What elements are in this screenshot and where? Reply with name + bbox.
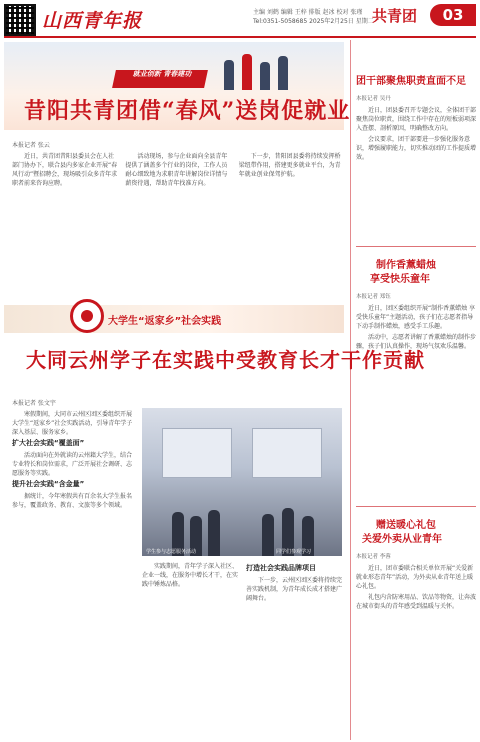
banner-ribbon-text: 就业创新 青春建功: [132, 70, 192, 78]
right-byline-1: 本报记者 吴丹: [356, 96, 391, 102]
article2-subhead: 扩大社会实践“覆盖面”: [12, 439, 85, 447]
banner-figures: [214, 50, 314, 90]
right-body-2: [356, 304, 476, 502]
paragraph: 下一步，昔阳团县委将持续发挥桥梁纽带作用，搭建更多就业平台，为青年就业创业保驾护航。: [238, 153, 341, 178]
paragraph: 近日，团市委联合相关单位开展“关爱新就业形态青年”活动，为外卖从业青年送上暖心礼包。: [356, 565, 474, 590]
figure-silhouette: [260, 62, 270, 90]
article2-right-body: [142, 562, 342, 736]
paragraph: 下一步，云州区团区委将持续完善实践机制，为青年成长成才搭建广阔舞台。: [246, 577, 342, 602]
photo-caption: 学生参与志愿服务活动: [146, 549, 197, 555]
photo-caption: 同学们参观学习: [276, 549, 312, 555]
masthead-meta: [253, 8, 374, 26]
masthead-rule: [4, 36, 476, 38]
article1-headline[interactable]: 昔阳共青团借“春风”送岗促就业: [24, 98, 351, 124]
paragraph: 寒假期间，大同市云州区团区委组织开展大学生“返家乡”社会实践活动，引导青年学子深入基层、服务家乡。: [12, 411, 133, 436]
article2-col: [142, 562, 238, 736]
article2-subhead: 打造社会实践品牌项目: [246, 564, 316, 572]
paragraph: 礼包内含防寒用品、饮品等物资，让奔波在城市街头的青年感受到温暖与关怀。: [356, 594, 476, 610]
article2-col: [12, 410, 134, 736]
article2-kicker: 大学生“返家乡”社会实践: [108, 316, 222, 327]
article1-col: [239, 152, 344, 302]
right-headline-3a[interactable]: 赠送暖心礼包: [376, 520, 436, 531]
emblem-icon: [70, 299, 104, 333]
issue-date: Tel:0351-5058685 2025年2月25日 星期二: [253, 18, 374, 25]
article2-headline[interactable]: 大同云州学子在实践中受教育长才干作贡献: [26, 348, 425, 372]
right-body-3: [356, 564, 476, 736]
article2-subhead: 提升社会实践“含金量”: [12, 480, 85, 488]
paragraph: 近日，团县委召开专题会议，全体团干部聚焦岗位职责，围绕工作中存在的短板弱项深入查摆、剖析原因，明确整改方向。: [356, 107, 476, 132]
right-byline-3: 本报记者 李蓉: [356, 554, 391, 560]
figure-silhouette: [224, 60, 234, 90]
article1-body: [12, 152, 344, 302]
editor-credits: 主编 刘鹤 编辑 王梓 排版 赵冰 校对 张瑾: [253, 9, 363, 16]
paragraph: 活动中，志愿者讲解了香薰蜡烛的制作步骤，孩子们认真操作，现场气氛欢乐温馨。: [356, 334, 476, 350]
section-divider: [356, 506, 476, 507]
right-headline-3b[interactable]: 关爱外卖从业青年: [362, 534, 442, 545]
paragraph: 据统计，今年寒假共有百余名大学生报名参与，覆盖政务、教育、文旅等多个领域。: [12, 493, 133, 509]
figure-silhouette: [278, 56, 288, 90]
paragraph: 活动面向在外就读的云州籍大学生，结合专业特长和岗位需求，广泛开展社会调研、志愿服务等实践。: [12, 452, 133, 477]
paragraph: 会议要求，团干部要进一步强化服务意识，增强履职能力，切实推动团的工作提质增效。: [356, 136, 476, 161]
right-byline-2: 本报记者 郑钰: [356, 294, 391, 300]
right-body-1: [356, 106, 476, 242]
figure-silhouette: [242, 54, 252, 90]
paragraph: 近日，团区委组织开展“制作香薰蜡烛 享受快乐童年”主题活动，孩子们在志愿者指导下动手制作蜡烛，感受手工乐趣。: [356, 305, 476, 330]
article1-col: [125, 152, 230, 302]
column-divider: [350, 40, 351, 740]
qr-code[interactable]: [4, 4, 36, 36]
exhibit-panel: [252, 428, 322, 478]
paragraph: 近日，共青团昔阳县委员会在人社部门协办下，联合县内多家企业开展“春风行动”暨招聘会，现场吸引众多青年求职者前来咨询应聘。: [12, 153, 118, 187]
right-headline-2a[interactable]: 制作香薰蜡烛: [376, 260, 436, 271]
page-number: 03: [430, 4, 476, 26]
right-headline-2b[interactable]: 享受快乐童年: [370, 274, 430, 285]
person-silhouette: [262, 514, 274, 556]
section-divider: [356, 246, 476, 247]
article1-byline: 本报记者 张云: [12, 142, 50, 149]
article2-byline: 本报记者 张文宇: [12, 400, 56, 407]
article2-left-body: [12, 410, 134, 736]
article2-col: [246, 562, 342, 736]
exhibit-panel: [162, 428, 232, 478]
paragraph: 活动现场，参与企业面向全县青年提供了涵盖多个行业的岗位，工作人员耐心细致地为求职青年讲解岗位详情与薪资待遇，帮助青年找准方向。: [125, 153, 228, 187]
paragraph: 实践期间，青年学子深入社区、企业一线，在服务中增长才干，在实践中锤炼品格。: [142, 563, 238, 588]
right-headline-1[interactable]: 团干部聚焦职责直面不足: [356, 76, 466, 87]
newspaper-logo: 山西青年报: [42, 10, 143, 32]
article1-col: [12, 152, 117, 302]
section-title: 共青团: [372, 7, 418, 25]
person-silhouette: [208, 510, 220, 556]
article2-photo[interactable]: [142, 408, 342, 556]
